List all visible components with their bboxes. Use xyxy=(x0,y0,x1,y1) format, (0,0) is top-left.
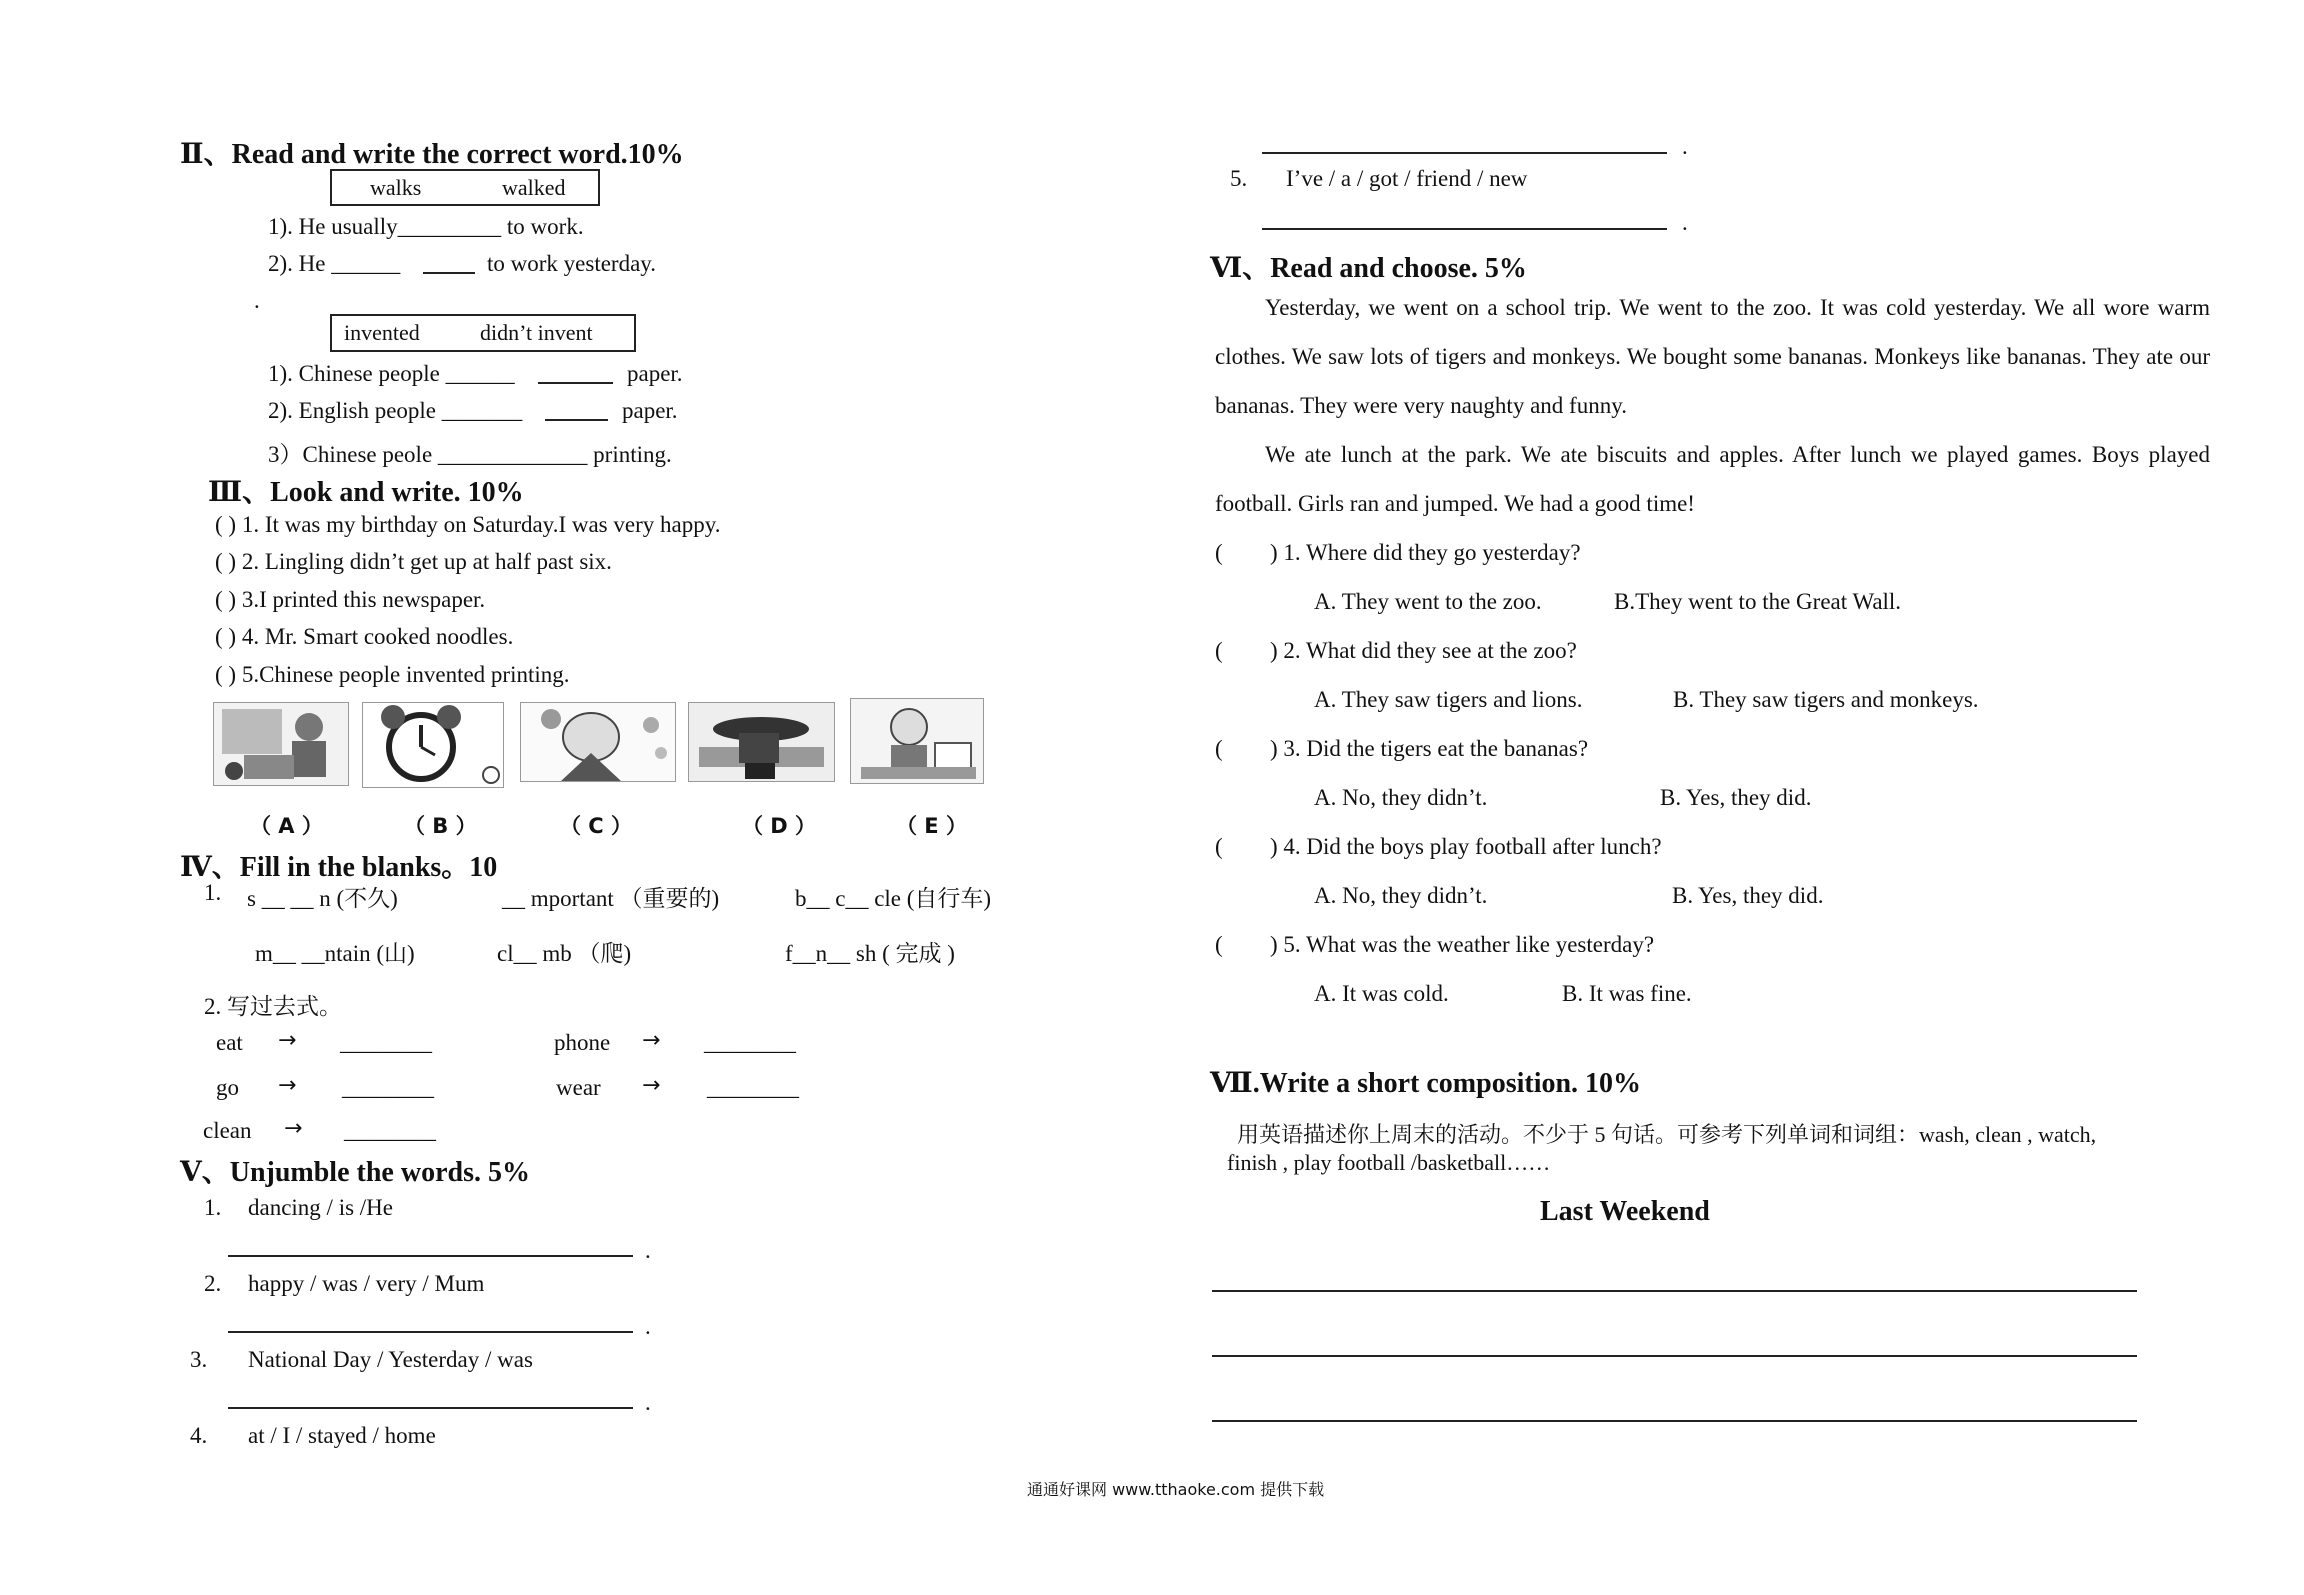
jumbled-words: National Day / Yesterday / was xyxy=(248,1347,533,1372)
arrow-icon: → xyxy=(642,1073,661,1098)
option-b[interactable]: B. Yes, they did. xyxy=(1660,785,1812,810)
jumbled-words: dancing / is /He xyxy=(248,1195,393,1220)
picture-clock xyxy=(362,702,504,788)
section-3-title: Ⅲ、Look and write. 10% xyxy=(208,477,524,508)
match-item: ( ) 3.I printed this newspaper. xyxy=(215,587,486,612)
period: . xyxy=(645,1238,651,1263)
word-box-2 xyxy=(330,314,636,352)
option-a[interactable]: A. No, they didn’t. xyxy=(1314,883,1488,908)
question-part: to work yesterday. xyxy=(487,251,657,276)
jumbled-words: I’ve / a / got / friend / new xyxy=(1286,166,1528,191)
picture-label-d: （ D ） xyxy=(742,814,817,838)
arrow-icon: → xyxy=(278,1028,297,1053)
printing-press-illustration xyxy=(689,703,834,781)
question: ) 1. Where did they go yesterday? xyxy=(1270,540,1581,565)
option-b[interactable]: B. They saw tigers and monkeys. xyxy=(1673,687,1979,712)
item-number: 3. xyxy=(190,1347,208,1372)
option-a[interactable]: A. No, they didn’t. xyxy=(1314,785,1488,810)
answer-paren[interactable]: ( xyxy=(1215,540,1223,565)
footer-credit: 通通好课网 www.tthaoke.com 提供下载 xyxy=(1027,1480,1325,1499)
fill-word: cl__ mb （爬) xyxy=(497,941,632,966)
verb: eat xyxy=(216,1030,243,1055)
match-item: ( ) 4. Mr. Smart cooked noodles. xyxy=(215,624,514,649)
item-number: 1. xyxy=(204,1195,222,1220)
reading-paragraph-1: Yesterday, we went on a school trip. We went to the zoo. It was cold yesterday. We all wore warm clothes. We saw lots of tigers and monkeys. We bought some bananas. Monkeys like bananas. They ate our bananas. They were very naughty and funny. xyxy=(1215,295,2210,418)
item-number: 5. xyxy=(1230,166,1248,191)
verb: go xyxy=(216,1075,239,1100)
verb: clean xyxy=(203,1118,252,1143)
answer-line[interactable] xyxy=(228,1407,633,1409)
word-option: walks xyxy=(370,175,422,200)
answer-blank[interactable]: ________ xyxy=(707,1075,799,1100)
writing-line[interactable] xyxy=(1212,1290,2137,1292)
answer-paren[interactable]: ( xyxy=(1215,834,1223,859)
answer-blank[interactable]: ________ xyxy=(342,1075,434,1100)
section-6-title: Ⅵ、Read and choose. 5% xyxy=(1210,253,1527,284)
word-box-1 xyxy=(330,169,600,206)
word-option: walked xyxy=(502,175,566,200)
alarm-clock-icon xyxy=(363,703,503,787)
period: . xyxy=(645,1314,651,1339)
fill-word: b__ c__ cle (自行车) xyxy=(795,886,992,911)
picture-label-e: （ E ） xyxy=(896,814,967,838)
period: . xyxy=(1682,210,1688,235)
match-item: ( ) 1. It was my birthday on Saturday.I was very happy. xyxy=(215,512,721,537)
answer-line[interactable] xyxy=(228,1255,633,1257)
section-2-title: Ⅱ、Read and write the correct word.10% xyxy=(180,139,684,170)
answer-paren[interactable]: ( xyxy=(1215,932,1223,957)
jumbled-words: at / I / stayed / home xyxy=(248,1423,436,1448)
newspaper-boy-illustration xyxy=(851,699,983,783)
arrow-icon: → xyxy=(278,1073,297,1098)
question: 1). He usually_________ to work. xyxy=(268,214,584,239)
fill-word: __ mportant （重要的) xyxy=(502,886,720,911)
composition-instruction-cont: finish , play football /basketball…… xyxy=(1227,1150,1551,1175)
item-number: 4. xyxy=(190,1423,208,1448)
reading-paragraph-2: We ate lunch at the park. We ate biscuits and apples. After lunch we played games. Boys played football. Girls ran and jumped. We had a good time! xyxy=(1215,442,2210,516)
question: ) 5. What was the weather like yesterday? xyxy=(1270,932,1655,957)
writing-line[interactable] xyxy=(1212,1355,2137,1357)
picture-newspaper xyxy=(850,698,984,784)
option-a[interactable]: A. They went to the zoo. xyxy=(1314,589,1542,614)
question: ) 2. What did they see at the zoo? xyxy=(1270,638,1577,663)
match-item: ( ) 2. Lingling didn’t get up at half past six. xyxy=(215,549,612,574)
picture-printing xyxy=(688,702,835,782)
section-5-title: Ⅴ、Unjumble the words. 5% xyxy=(180,1157,530,1188)
answer-blank[interactable] xyxy=(538,382,613,384)
answer-blank[interactable] xyxy=(545,419,608,421)
picture-label-b: （ B ） xyxy=(404,814,477,838)
picture-label-a: （ A ） xyxy=(250,814,323,838)
answer-line[interactable] xyxy=(1262,228,1667,230)
jumbled-words: happy / was / very / Mum xyxy=(248,1271,485,1296)
item-number: 2. xyxy=(204,1271,222,1296)
period: . xyxy=(1682,134,1688,159)
word-option: didn’t invent xyxy=(480,320,593,345)
composition-heading: Last Weekend xyxy=(1540,1196,1710,1227)
question: ) 3. Did the tigers eat the bananas? xyxy=(1270,736,1589,761)
match-item: ( ) 5.Chinese people invented printing. xyxy=(215,662,570,687)
question-part: 1). Chinese people ______ xyxy=(268,361,515,386)
fill-word: m__ __ntain (山) xyxy=(255,941,415,966)
item-number: 1. xyxy=(204,880,222,905)
stray-dot: . xyxy=(254,288,260,313)
question: 3）Chinese peole _____________ printing. xyxy=(268,442,672,467)
picture-cooking xyxy=(213,702,349,786)
fill-word: f__n__ sh ( 完成 ) xyxy=(785,941,955,966)
period: . xyxy=(645,1390,651,1415)
option-b[interactable]: B. Yes, they did. xyxy=(1672,883,1824,908)
section-4-title: Ⅳ、Fill in the blanks。10 xyxy=(180,852,498,883)
birthday-girl-illustration xyxy=(521,703,675,781)
question: ) 4. Did the boys play football after lunch? xyxy=(1270,834,1662,859)
answer-line[interactable] xyxy=(228,1331,633,1333)
answer-line[interactable] xyxy=(1262,152,1667,154)
fill-word: s __ __ n (不久) xyxy=(247,886,398,911)
answer-blank[interactable]: ________ xyxy=(704,1030,796,1055)
writing-line[interactable] xyxy=(1212,1420,2137,1422)
cook-illustration xyxy=(214,703,348,785)
option-b[interactable]: B.They went to the Great Wall. xyxy=(1614,589,1902,614)
option-a[interactable]: A. They saw tigers and lions. xyxy=(1314,687,1583,712)
answer-paren[interactable]: ( xyxy=(1215,638,1223,663)
answer-blank[interactable]: ________ xyxy=(340,1030,432,1055)
composition-instruction: 用英语描述你上周末的活动。不少于 5 句话。可参考下列单词和词组：wash, clean , watch, xyxy=(1237,1122,2097,1147)
arrow-icon: → xyxy=(284,1116,303,1141)
picture-birthday xyxy=(520,702,676,782)
verb: wear xyxy=(556,1075,601,1100)
question-part: paper. xyxy=(622,398,678,423)
section-7-title: Ⅶ.Write a short composition. 10% xyxy=(1210,1068,1642,1099)
verb: phone xyxy=(554,1030,611,1055)
arrow-icon: → xyxy=(642,1028,661,1053)
past-tense-instruction: 2. 写过去式。 xyxy=(204,994,342,1019)
answer-blank[interactable]: ________ xyxy=(344,1118,436,1143)
question-part: 2). He ______ xyxy=(268,251,401,276)
question-part: 2). English people _______ xyxy=(268,398,523,423)
question-part: paper. xyxy=(627,361,683,386)
answer-paren[interactable]: ( xyxy=(1215,736,1223,761)
word-option: invented xyxy=(344,320,420,345)
picture-label-c: （ C ） xyxy=(560,814,633,838)
option-b[interactable]: B. It was fine. xyxy=(1562,981,1692,1006)
answer-blank[interactable] xyxy=(423,272,475,274)
option-a[interactable]: A. It was cold. xyxy=(1314,981,1449,1006)
